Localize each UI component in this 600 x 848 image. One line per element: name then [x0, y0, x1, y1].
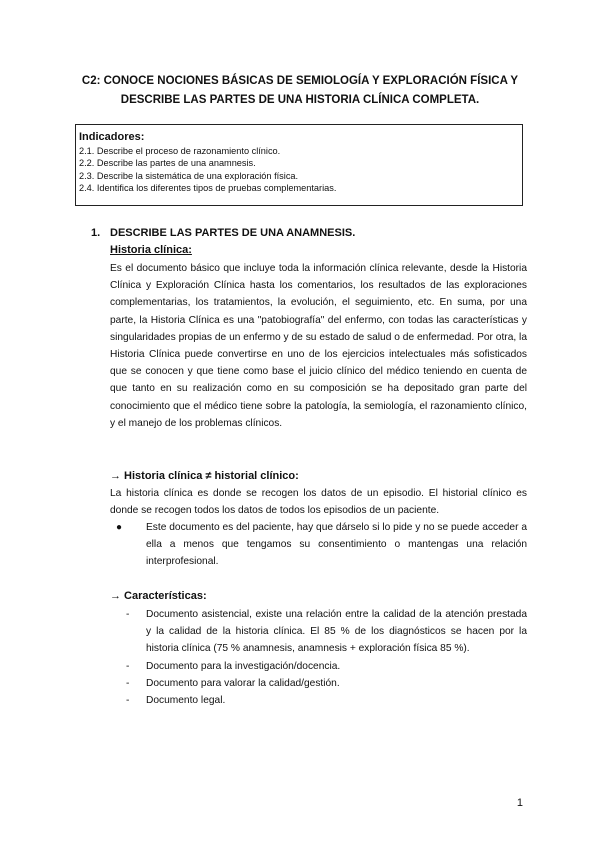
indicator-item: 2.2. Describe las partes de una anamnesis. [79, 158, 256, 169]
indicator-item: 2.3. Describe la sistemática de una exploración física. [79, 170, 299, 181]
list-item [126, 675, 527, 692]
dash-icon: - [126, 677, 130, 689]
difference-bullet: Este documento es del paciente, hay que dárselo si lo pide y no se puede acceder a ella a menos que tengamos su consentimiento o mantengas una relación interprofesional. [146, 522, 527, 568]
list-item [126, 692, 527, 709]
page-number: 1 [516, 797, 523, 809]
section-title: DESCRIBE LAS PARTES DE UNA ANAMNESIS. [110, 227, 356, 239]
difference-heading: → Historia clínica ≠ historial clínico: [110, 470, 299, 482]
indicators-heading: Indicadores: [79, 131, 145, 143]
historia-clinica-subtitle: Historia clínica: [110, 244, 192, 256]
indicator-item: 2.1. Describe el proceso de razonamiento clínico. [79, 146, 281, 156]
dash-icon: - [126, 609, 130, 620]
bullet-icon: ● [116, 522, 123, 533]
characteristics-heading: → Características: [110, 590, 207, 602]
list-item-text: Documento legal. [146, 695, 226, 707]
section-heading [91, 225, 355, 241]
historia-clinica-paragraph: Es el documento básico que incluye toda la información clínica relevante, desde la Historia Clínica y Exploración Clínica hasta los comentarios, los resultados de las exploraciones complementarias, los tratamientos, la evolución, el seguimiento, etc. En suma, por una parte, la Historia Clínica es una "patobiografía" del enfermo, con todas las características y singularidades propias de un enfermo y de su estado de salud o de enfermedad. Por otra, la Historia Clínica puede convertirse en uno de los ejercicios intelectuales más sofisticados que se conocen y que tiene como base el juicio clínico del médico teniendo en cuenta de que tanto en su realización como en su composición se ha depositado gran parte del conocimiento que el médico tiene sobre la patología, la semiología, el razonamiento clínico, y el manejo de los problemas clínicos. [110, 263, 527, 429]
dash-icon: - [126, 660, 130, 672]
title-line-1: C2: CONOCE NOCIONES BÁSICAS DE SEMIOLOGÍA Y EXPLORACIÓN FÍSICA Y [81, 75, 519, 87]
list-item-text: Documento para valorar la calidad/gestión. [146, 677, 340, 689]
difference-paragraph: La historia clínica es donde se recogen los datos de un episodio. El historial clínico es donde se recogen todos los datos de todos los episodios de un paciente. [110, 488, 527, 517]
indicator-item: 2.4. Identifica los diferentes tipos de pruebas complementarias. [79, 183, 337, 194]
dash-icon: - [126, 695, 130, 707]
list-item-text: Documento asistencial, existe una relación entre la calidad de la atención prestada y la calidad de la historia clínica. El 85 % de los diagnósticos se hacen por la historia clínica (75 % anamnesis, anamnesis + exploración física 85 %). [146, 609, 527, 655]
section-number: 1. [91, 227, 101, 239]
page-title [60, 72, 540, 110]
indicators-box [75, 124, 523, 206]
title-line-2: DESCRIBE LAS PARTES DE UNA HISTORIA CLÍNICA COMPLETA. [120, 94, 480, 106]
list-item-text: Documento para la investigación/docencia. [146, 660, 341, 672]
list-item [126, 658, 527, 675]
characteristics-list [126, 606, 527, 709]
list-item [126, 606, 527, 658]
